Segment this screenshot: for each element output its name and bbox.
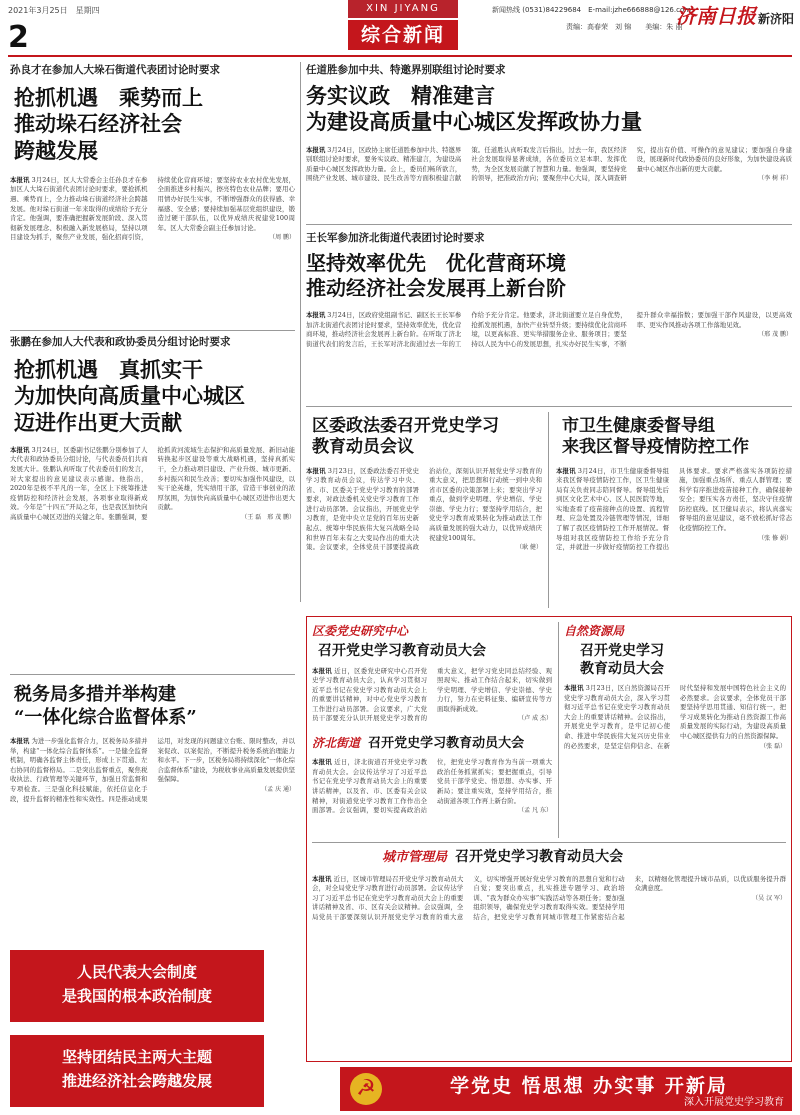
row-divider [10,674,295,675]
article-text: 近日，区委党史研究中心召开党史学习教育动员大会，认真学习贯彻习近平总书记在党史学习教育动员大会上的重要讲话精神，对中心党史学习教育工作进行动员部署。会议要求，广大党员干部要充分认识开展党史学习教育的重大意义，把学习党史同总结经验、观照现实、推动工作结合起来，切实做到学史明理、学史增信、学史崇德、学史力行，努力在史料征集、编研宣传等方面取得新成效。 [312,666,552,723]
article-author: （邢 茂 鹏） [758,331,792,339]
article-lead: 本报讯 [312,666,332,675]
article-author: （孟 凡 东） [518,807,552,815]
article-text: 3月24日，区人大常委会主任孙良才在参加区人大垛石街道代表团讨论时要求，要抢抓机遇、乘势而上，全力推动垛石街道经济社会跨越发展。他对垛石街道一年来取得的成绩给予充分肯定。他强调，要准确把握新发展阶段、深入贯彻新发展理念、积极融入新发展格局，坚持以项目建设为抓手，聚焦产业发展，强化招商引资，持续优化营商环境；要坚持农业农村优先发展，全面推进乡村振兴，擦亮特色农业品牌；要用心用情办好民生实事，不断增强群众的获得感、幸福感、安全感；要持续加强基层党组织建设，锻造过硬干部队伍，以优异成绩庆祝建党100周年。区人大常委会副主任参加讨论。 [10,175,295,242]
banner-main-text: 学党史 悟思想 办实事 开新局 [450,1075,728,1097]
section-title: 综合新闻 [348,20,458,50]
article-author: （张 磊） [760,742,786,750]
article-text: 3月24日，区政府党组副书记、副区长王长军参加济北街道代表团讨论时要求，坚持效率优先，优化营商环境，推动经济社会发展再上新台阶。在听取了济北街道代表们的发言后，王长军对济北街道过去一年的工作给予充分肯定。他要求，济北街道要立足自身优势，抢抓发展机遇，加快产业转型升级；要持续优化营商环境，以更高标准、更实举措服务企业、服务项目；要坚持以人民为中心的发展思想，扎实办好民生实事，不断提升群众幸福指数；要加强干部作风建设，以更高效率、更实作风推动各项工作落地见效。 [306,311,792,348]
article-headline: 务实议政 精准建言 为建设高质量中心城区发挥政协力量 [306,83,642,135]
article-title-row [312,732,552,752]
article-kicker: 任道胜参加中共、特邀界别联组讨论时要求 [306,64,506,76]
article-body [312,758,552,816]
article-lead: 本报讯 [312,874,332,883]
editors-line: 责编：高春荣 刘 锦 美编：朱 丽 [566,23,683,31]
article-text: 3月23日，区自然资源局召开党史学习教育动员大会，深入学习贯彻习近平总书记在党史学习教育动员大会上的重要讲话精神。会议指出，开展党史学习教育，是牢记初心使命、推进中华民族伟大复兴历史伟业的必然要求，是坚定信仰信念、在新时代坚持和发展中国特色社会主义的必然要求。会议要求，全体党员干部要坚持学思用贯通、知信行统一，把学习成果转化为推动自然资源工作高质量发展的实际行动，为建设高质量中心城区提供有力的自然资源保障。 [564,684,786,750]
slogan-box-2 [10,1035,264,1107]
article-author: （耿 健） [516,544,542,552]
slogan-text: 坚持团结民主两大主题 推进经济社会跨越发展 [61,1048,212,1090]
article-author: （卢 成 杰） [518,715,552,723]
article-sunliangcai [10,62,295,327]
article-author: （孟 庆 通） [261,785,295,793]
article-body [306,467,542,553]
row-divider [10,330,295,331]
article-body [306,311,792,349]
article-wangchangjun [306,230,792,402]
row-divider [306,224,792,225]
article-headline: 召开党史学习教育动员大会 [368,736,525,751]
article-kicker: 张鹏在参加人大代表和政协委员分组讨论时要求 [10,336,231,348]
party-history-banner [340,1067,792,1111]
article-kicker: 王长军参加济北街道代表团讨论时要求 [306,232,485,244]
article-tag: 济北街道 [312,736,361,750]
article-lead: 本报讯 [10,175,30,184]
masthead [0,0,800,60]
article-rendaosheng [306,62,792,220]
article-health-commission [556,412,792,610]
article-tag: 城市管理局 [382,850,448,865]
column-divider [300,62,301,602]
banner-sub-text: 深入开展党史学习教育 [684,1097,784,1108]
article-author: （吴 汉 军） [752,894,786,902]
article-text: 近日，区城市管理局召开党史学习教育动员大会，对全局党史学习教育进行动员部署。会议传达学习了习近平总书记在党史学习教育动员大会上的重要讲话精神及省、市、区有关会议精神。会议强调，全局党员干部要深刻认识开展党史学习教育的重大意义，切实增强开展好党史学习教育的思想自觉和行动自觉；要突出重点，扎实推进专题学习、政治培训、“我为群众办实事”实践活动等各项任务；要加强组织领导，确保党史学习教育取得实效。要坚持学用结合，把党史学习教育同城市管理工作紧密结合起来，以精细化管理提升城市品质，以优质服务提升群众满意度。 [312,874,786,921]
article-lead: 本报讯 [10,737,30,745]
article-text: 近日，济北街道召开党史学习教育动员大会。会议传达学习了习近平总书记在党史学习教育动员大会上的重要讲话精神，以及省、市、区委有关会议精神，对街道党史学习教育工作作出全面部署。会议强调，要切实提高政治站位，把党史学习教育作为当前一项重大政治任务抓紧抓实；要把握重点，引导党员干部学党史、悟思想、办实事、开新局；要注重实效，坚持学用结合，推动街道各项工作再上新台阶。 [312,758,552,815]
article-lead: 本报讯 [312,758,332,767]
article-zhangpeng [10,334,295,670]
article-text: 3月24日，市卫生健康委督导组来我区督导疫情防控工作，区卫生健康局有关负责同志陪同督导。督导组先后到区文化艺术中心、区人民医院等地，实地查看了疫苗接种点的设置、流程管理、应急处置及冷链管理等情况，详细了解了我区疫情防控工作开展情况。督导组对我区疫情防控工作给予充分肯定，并就进一步做好疫情防控工作提出具体要求。要求严格落实各项防控措施，加强重点场所、重点人群管理；要科学有序推进疫苗接种工作，确保接种安全；要压实各方责任，坚决守住疫情防控底线。区卫健局表示，将认真落实督导组的意见建议，毫不放松抓好常态化疫情防控工作。 [556,466,792,552]
article-text: 3月24日，区委副书记张鹏分别参加了人大代表和政协委员分组讨论，与代表委员们共商发展大计。张鹏认真听取了代表委员们的发言，对大家提出的意见建议表示感谢。他指出，2020年是极不平凡的一年，全区上下统筹推进疫情防控和经济社会发展，各项事业取得新成效。今年是“十四五”开局之年，也是我区加快向高质量中心城区迈进的关键之年。张鹏强调，要抢抓黄河流域生态保护和高质量发展、新旧动能转换起步区建设等重大战略机遇，坚持真抓实干，全力推动项目建设、产业升级、城市更新、乡村振兴和民生改善；要切实加强作风建设，以实干论英雄，凭实绩用干部，营造干事创业的浓厚氛围，为加快向高质量中心城区迈进作出更大贡献。 [10,445,295,521]
article-body [564,684,786,751]
party-emblem-icon: ☭ [350,1073,382,1105]
article-author: （张 修 娟） [758,534,792,542]
newspaper-logo [676,0,794,29]
article-lead: 本报讯 [10,445,30,454]
article-body [306,146,792,184]
article-headline: 召开党史学习教育动员大会 [318,643,486,659]
article-tax-bureau [10,680,295,920]
article-jibei-street [312,732,552,840]
article-headline: 税务局多措并举构建 “一体化综合监督体系” [14,684,197,728]
slogan-box-1 [10,950,264,1022]
article-tag: 自然资源局 [564,624,625,638]
article-headline: 抢抓机遇 真抓实干 为加快向高质量中心城区 迈进作出更大贡献 [14,357,245,435]
article-lead: 本报讯 [556,466,576,475]
article-body [10,446,295,523]
logo-text: 济南日报 [676,4,756,28]
article-natural-resources [564,622,786,838]
article-headline: 抢抓机遇 乘势而上 推动垛石经济社会 跨越发展 [14,85,203,163]
article-author: （周 鹏） [269,234,295,242]
article-tag: 区委党史研究中心 [312,624,409,638]
masthead-rule [8,55,792,57]
article-body [10,176,295,243]
masthead-pinyin: XIN JIYANG [348,0,458,18]
article-urban-management [312,846,786,1058]
article-headline: 召开党史学习教育动员大会 [455,849,624,865]
article-lead: 本报讯 [306,466,326,475]
article-title-row [382,846,786,867]
article-body [312,667,552,725]
column-divider [558,622,559,838]
article-party-history-center [312,622,552,726]
article-author: （李 树 祥） [758,175,792,183]
article-lead: 本报讯 [564,684,584,692]
article-body [556,467,792,553]
logo-sub: 新济阳 [758,12,795,26]
article-lead: 本报讯 [306,145,326,154]
date-line: 2021年3月25日 星期四 [8,6,100,15]
row-divider [312,842,786,843]
row-divider [306,406,792,407]
article-kicker: 孙良才在参加人大垛石街道代表团讨论时要求 [10,64,220,76]
article-political-legal [306,412,542,610]
slogan-text: 人民代表大会制度 是我国的根本政治制度 [61,963,212,1005]
article-body [10,737,295,804]
article-lead: 本报讯 [306,311,326,319]
news-hotline: 新闻热线 (0531)84229684 E-mail:jzhe666888@126.com [492,6,692,14]
article-headline: 坚持效率优先 优化营商环境 推动经济社会发展再上新台阶 [306,251,566,300]
article-headline: 召开党史学习 教育动员大会 [580,643,664,677]
article-text: 3月23日，区委政法委召开党史学习教育动员会议，传达学习中央、省、市、区委关于党史学习教育的部署要求，对政法委机关党史学习教育工作进行动员部署。会议指出，开展党史学习教育，是党中央立足党的百年历史新起点、统筹中华民族伟大复兴战略全局和世界百年未有之大变局作出的重大决策。会议要求，全体党员干部要提高政治站位，深刻认识开展党史学习教育的重大意义，把思想和行动统一到中央和省市区委的决策部署上来；要突出学习重点，做到学史明理、学史增信、学史崇德、学史力行；要坚持学用结合，把党史学习教育成果转化为推动政法工作高质量发展的强大动力，以优异成绩庆祝建党100周年。 [306,466,542,552]
column-divider [548,412,549,608]
article-text: 为进一步强化监督合力，区税务局多措并举，构建“一体化综合监督体系”。一是健全监督机制，明确各监督主体责任，形成上下贯通、左右协同的监督格局。二是突出监督重点，聚焦税收执法、行政管理等关键环节，加强日常监督和专项检查。三是强化科技赋能，依托信息化手段，提升监督的精准性和实效性。四是推动成果运用，对发现的问题建立台账、限时整改，并以案促改、以案促治，不断提升税务系统治理能力和水平。下一步，区税务局将持续深化“一体化综合监督体系”建设，为税收事业高质量发展提供坚强保障。 [10,737,295,803]
article-text: 3月24日，区政协主席任道胜参加中共、特邀界别联组讨论时要求，要务实议政、精准建言，为建设高质量中心城区发挥政协力量。会上，委员们畅所欲言，围绕产业发展、城市建设、民生改善等方面积极建言献策。任道胜认真听取发言后指出，过去一年，我区经济社会发展取得显著成绩，各位委员立足本职、发挥优势，为全区发展贡献了智慧和力量。他强调，要坚持党的领导，把准政治方向；要聚焦中心大局，深入调查研究，提出有价值、可操作的意见建议；要加强自身建设，展现新时代政协委员的良好形象，为加快建设高质量中心城区作出新的更大贡献。 [306,145,792,183]
article-headline: 市卫生健康委督导组 来我区督导疫情防控工作 [562,416,749,458]
page-number: 2 [8,20,29,55]
article-headline: 区委政法委召开党史学习 教育动员会议 [312,416,499,458]
article-body [312,875,786,923]
article-author: （王 磊 邢 茂 鹏） [241,513,295,521]
